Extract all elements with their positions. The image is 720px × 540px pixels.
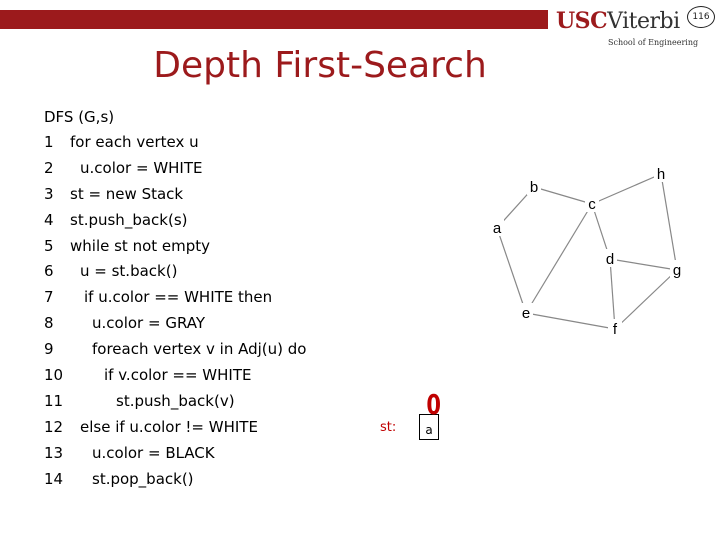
line-text: foreach vertex v in Adj(u) do <box>92 340 307 359</box>
slide-title: Depth First-Search <box>153 45 487 86</box>
line-number: 2 <box>44 158 54 177</box>
line-number: 5 <box>44 236 54 255</box>
stack-label: st: <box>380 420 397 435</box>
logo-subtitle: School of Engineering <box>608 38 699 47</box>
node-a: a <box>492 220 502 237</box>
line-text: if v.color == WHITE <box>104 366 252 385</box>
line-text: for each vertex u <box>70 133 199 151</box>
edge-f-g <box>615 270 677 329</box>
line-text: u.color = WHITE <box>80 158 203 177</box>
line-number: 14 <box>44 469 64 488</box>
line-text: if u.color == WHITE then <box>84 288 273 307</box>
line-text: u.color = GRAY <box>92 314 206 333</box>
edge-c-e <box>526 204 592 313</box>
graph-nodes <box>490 164 684 338</box>
line-text: st.push_back(s) <box>70 210 188 229</box>
logo-viterbi: Viterbi <box>607 9 680 34</box>
node-h: h <box>656 166 666 183</box>
line-number: 13 <box>44 443 64 462</box>
line-number: 8 <box>44 314 54 333</box>
edge-b-c <box>534 187 592 204</box>
node-d: d <box>605 251 615 268</box>
line-number: 12 <box>44 417 64 436</box>
node-f: f <box>612 321 618 338</box>
line-text: st.push_back(v) <box>116 391 235 410</box>
line-number: 4 <box>44 210 54 229</box>
line-text: while st not empty <box>70 236 211 255</box>
line-number: 11 <box>44 391 64 410</box>
edge-d-f <box>610 259 615 329</box>
line-number: 10 <box>44 366 64 385</box>
line-text: u = st.back() <box>80 262 178 281</box>
edge-h-g <box>661 174 677 270</box>
line-number: 9 <box>44 340 54 359</box>
stack-item: a <box>425 423 433 437</box>
line-number: 1 <box>44 133 54 151</box>
logo-usc: USC <box>556 8 608 34</box>
node-g: g <box>672 262 682 279</box>
edge-e-f <box>526 313 615 329</box>
edge-c-h <box>592 174 661 204</box>
line-text: u.color = BLACK <box>92 443 215 462</box>
node-e: e <box>521 305 531 322</box>
line-text: st.pop_back() <box>92 469 194 488</box>
page-number: 116 <box>687 6 715 28</box>
line-number: 6 <box>44 262 54 281</box>
node-b: b <box>529 179 539 196</box>
node-c: c <box>588 196 596 213</box>
line-text: else if u.color != WHITE <box>80 417 258 436</box>
stack-pop-marker: 0 <box>426 388 442 421</box>
line-number: 3 <box>44 184 54 203</box>
edge-a-e <box>497 228 526 313</box>
line-number: 7 <box>44 288 54 307</box>
code-header: DFS (G,s) <box>44 108 115 126</box>
edge-d-g <box>610 259 677 270</box>
line-text: st = new Stack <box>70 184 184 203</box>
